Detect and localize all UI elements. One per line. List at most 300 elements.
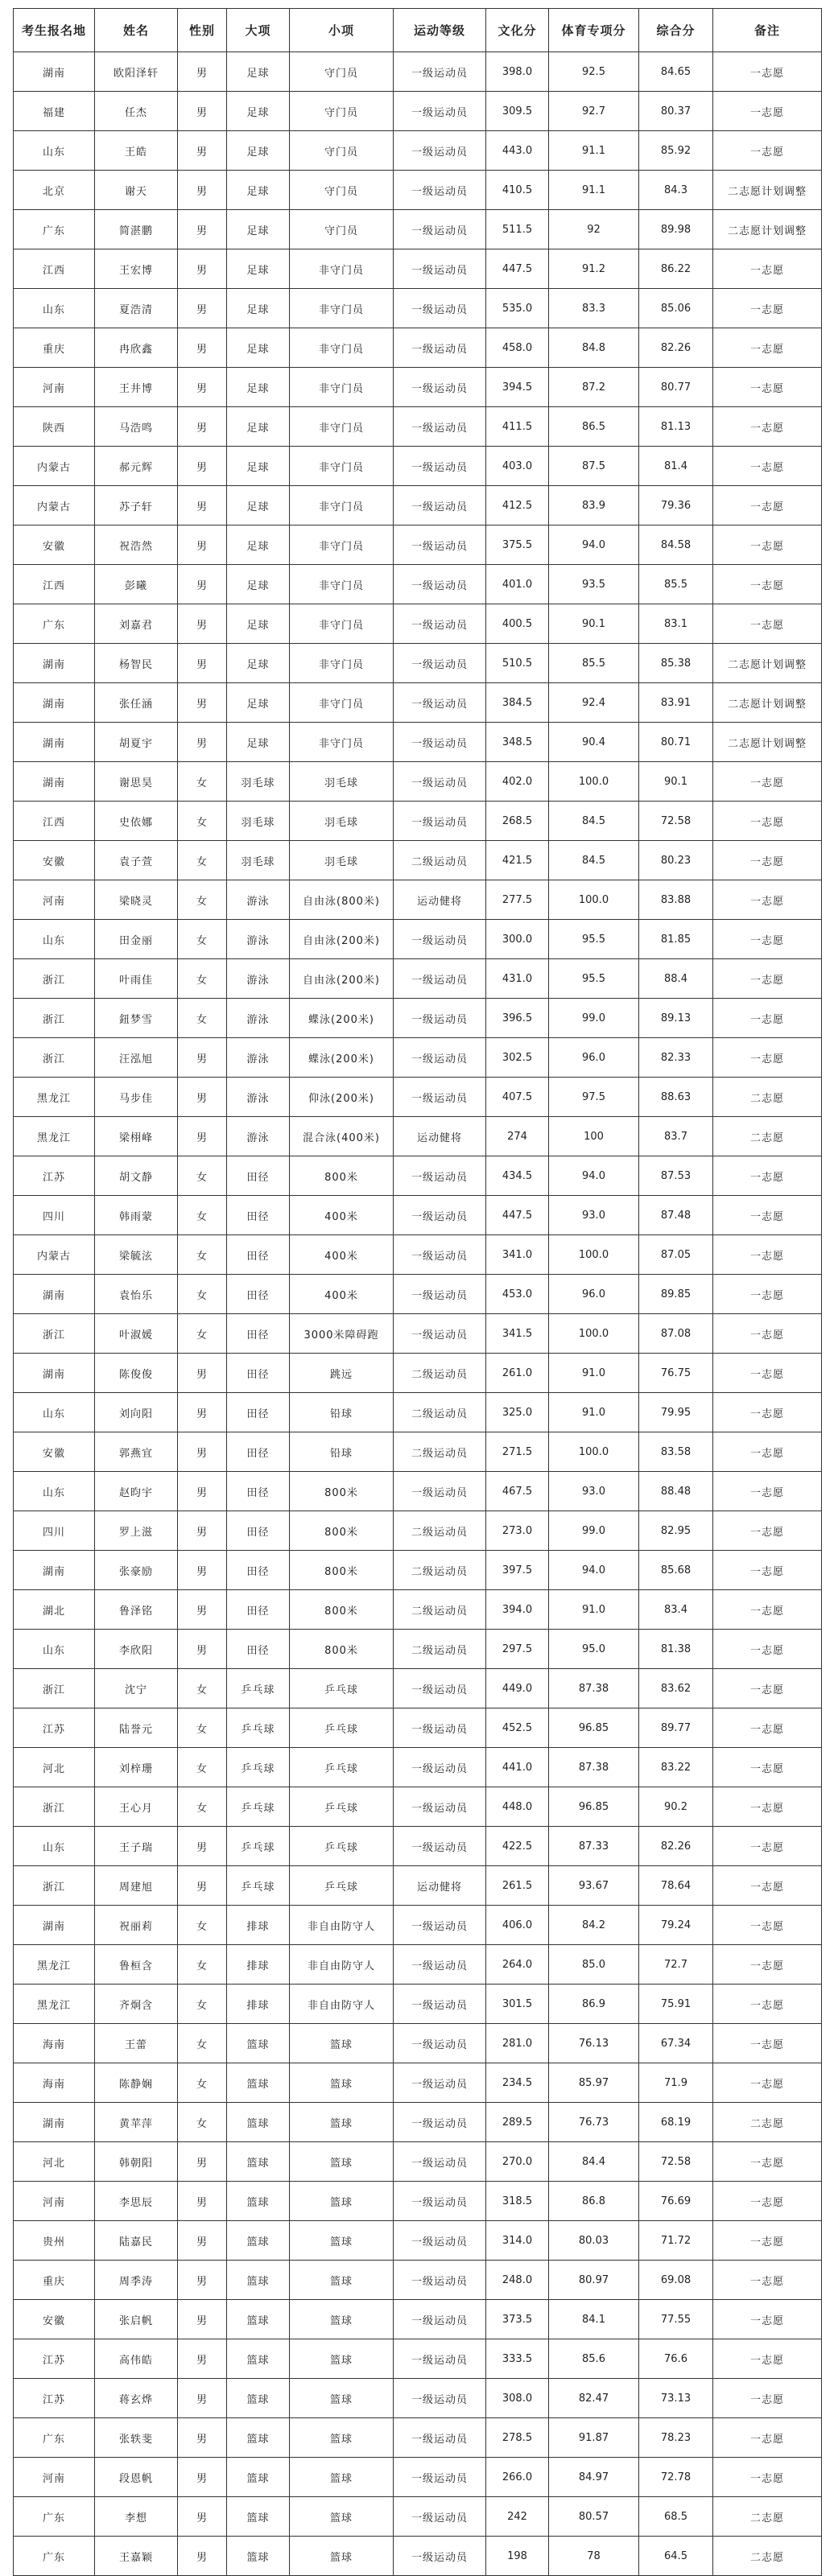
table-row (14, 565, 822, 604)
cell-athlete-level: 一级运动员 (394, 2182, 486, 2221)
cell-total-score: 68.5 (639, 2497, 713, 2537)
cell-event: 篮球 (290, 2339, 394, 2379)
table-row (14, 2300, 822, 2339)
cell-gender: 女 (178, 1669, 227, 1708)
cell-gender: 男 (178, 210, 227, 249)
cell-sport: 足球 (227, 52, 290, 92)
cell-gender: 女 (178, 1985, 227, 2024)
cell-remark: 一志愿 (713, 2063, 822, 2103)
cell-sport: 篮球 (227, 2458, 290, 2497)
cell-sport-score: 91.2 (549, 249, 639, 289)
cell-remark: 一志愿 (713, 2300, 822, 2339)
cell-culture-score: 301.5 (486, 1985, 549, 2024)
cell-total-score: 72.78 (639, 2458, 713, 2497)
cell-gender: 男 (178, 1354, 227, 1393)
cell-region: 山东 (14, 1630, 95, 1669)
cell-region: 江苏 (14, 1156, 95, 1196)
cell-sport: 田径 (227, 1432, 290, 1472)
cell-total-score: 84.58 (639, 526, 713, 565)
cell-athlete-level: 一级运动员 (394, 1985, 486, 2024)
cell-remark: 一志愿 (713, 2339, 822, 2379)
cell-name: 黄苹萍 (95, 2103, 178, 2142)
cell-sport-score: 83.9 (549, 486, 639, 526)
cell-event: 自由泳(200米) (290, 959, 394, 999)
cell-event: 非守门员 (290, 723, 394, 762)
cell-region: 内蒙古 (14, 1235, 95, 1275)
cell-remark: 一志愿 (713, 249, 822, 289)
cell-culture-score: 373.5 (486, 2300, 549, 2339)
cell-gender: 男 (178, 92, 227, 131)
cell-region: 山东 (14, 131, 95, 171)
cell-region: 黑龙江 (14, 1078, 95, 1117)
cell-total-score: 83.91 (639, 683, 713, 723)
cell-region: 海南 (14, 2063, 95, 2103)
cell-sport-score: 100.0 (549, 1432, 639, 1472)
cell-remark: 一志愿 (713, 1748, 822, 1787)
cell-gender: 男 (178, 723, 227, 762)
cell-total-score: 79.24 (639, 1906, 713, 1945)
cell-culture-score: 261.0 (486, 1354, 549, 1393)
table-row (14, 447, 822, 486)
cell-event: 篮球 (290, 2182, 394, 2221)
cell-name: 夏浩清 (95, 289, 178, 328)
cell-sport: 田径 (227, 1275, 290, 1314)
cell-total-score: 83.22 (639, 1748, 713, 1787)
cell-sport: 乒乓球 (227, 1787, 290, 1827)
cell-gender: 女 (178, 920, 227, 959)
cell-athlete-level: 一级运动员 (394, 1945, 486, 1985)
table-row (14, 1314, 822, 1354)
cell-sport: 游泳 (227, 880, 290, 920)
cell-total-score: 85.92 (639, 131, 713, 171)
cell-remark: 一志愿 (713, 328, 822, 368)
cell-sport: 田径 (227, 1314, 290, 1354)
header-remark: 备注 (713, 9, 822, 52)
cell-culture-score: 384.5 (486, 683, 549, 723)
cell-sport-score: 76.13 (549, 2024, 639, 2063)
cell-sport: 乒乓球 (227, 1669, 290, 1708)
cell-remark: 二志愿计划调整 (713, 210, 822, 249)
cell-remark: 一志愿 (713, 1196, 822, 1235)
cell-sport-score: 95.0 (549, 1630, 639, 1669)
cell-gender: 男 (178, 644, 227, 683)
cell-athlete-level: 一级运动员 (394, 2024, 486, 2063)
cell-event: 800米 (290, 1630, 394, 1669)
cell-athlete-level: 一级运动员 (394, 368, 486, 407)
table-row (14, 1748, 822, 1787)
cell-name: 李欣阳 (95, 1630, 178, 1669)
header-sport-score: 体育专项分 (549, 9, 639, 52)
cell-name: 韩雨蒙 (95, 1196, 178, 1235)
cell-culture-score: 403.0 (486, 447, 549, 486)
cell-region: 浙江 (14, 999, 95, 1038)
cell-region: 安徽 (14, 2300, 95, 2339)
cell-name: 沈宁 (95, 1669, 178, 1708)
cell-gender: 男 (178, 683, 227, 723)
cell-name: 齐炯含 (95, 1985, 178, 2024)
cell-gender: 男 (178, 1472, 227, 1511)
cell-gender: 男 (178, 407, 227, 447)
cell-sport: 足球 (227, 92, 290, 131)
cell-culture-score: 318.5 (486, 2182, 549, 2221)
cell-athlete-level: 一级运动员 (394, 762, 486, 802)
cell-remark: 一志愿 (713, 1354, 822, 1393)
cell-culture-score: 309.5 (486, 92, 549, 131)
cell-athlete-level: 一级运动员 (394, 2261, 486, 2300)
cell-sport: 乒乓球 (227, 1866, 290, 1906)
cell-gender: 男 (178, 1866, 227, 1906)
cell-sport-score: 80.57 (549, 2497, 639, 2537)
cell-sport: 足球 (227, 604, 290, 644)
cell-remark: 一志愿 (713, 289, 822, 328)
table-row (14, 131, 822, 171)
cell-name: 梁晓灵 (95, 880, 178, 920)
cell-culture-score: 434.5 (486, 1156, 549, 1196)
cell-name: 袁怡乐 (95, 1275, 178, 1314)
cell-event: 800米 (290, 1156, 394, 1196)
cell-remark: 一志愿 (713, 1590, 822, 1630)
cell-name: 叶淑媛 (95, 1314, 178, 1354)
cell-sport-score: 87.5 (549, 447, 639, 486)
table-row (14, 920, 822, 959)
cell-event: 800米 (290, 1590, 394, 1630)
cell-total-score: 88.4 (639, 959, 713, 999)
cell-gender: 男 (178, 2221, 227, 2261)
cell-culture-score: 398.0 (486, 52, 549, 92)
cell-name: 祝丽莉 (95, 1906, 178, 1945)
cell-sport-score: 84.5 (549, 802, 639, 841)
cell-region: 浙江 (14, 1038, 95, 1078)
cell-sport: 足球 (227, 723, 290, 762)
cell-region: 重庆 (14, 328, 95, 368)
cell-sport-score: 87.38 (549, 1669, 639, 1708)
cell-remark: 一志愿 (713, 1630, 822, 1669)
cell-sport: 排球 (227, 1906, 290, 1945)
cell-athlete-level: 运动健将 (394, 880, 486, 920)
table-row (14, 210, 822, 249)
cell-region: 广东 (14, 604, 95, 644)
cell-name: 欧阳泽轩 (95, 52, 178, 92)
cell-sport-score: 84.97 (549, 2458, 639, 2497)
table-row (14, 1354, 822, 1393)
cell-region: 广东 (14, 2537, 95, 2576)
cell-athlete-level: 一级运动员 (394, 92, 486, 131)
cell-remark: 一志愿 (713, 1551, 822, 1590)
cell-sport: 游泳 (227, 959, 290, 999)
cell-sport: 足球 (227, 171, 290, 210)
cell-culture-score: 281.0 (486, 2024, 549, 2063)
cell-athlete-level: 一级运动员 (394, 920, 486, 959)
cell-athlete-level: 一级运动员 (394, 1708, 486, 1748)
table-row (14, 1156, 822, 1196)
cell-gender: 男 (178, 2458, 227, 2497)
cell-athlete-level: 一级运动员 (394, 171, 486, 210)
cell-region: 湖南 (14, 644, 95, 683)
cell-culture-score: 308.0 (486, 2379, 549, 2418)
cell-event: 非守门员 (290, 328, 394, 368)
cell-sport-score: 92.4 (549, 683, 639, 723)
cell-athlete-level: 一级运动员 (394, 683, 486, 723)
cell-athlete-level: 一级运动员 (394, 644, 486, 683)
cell-culture-score: 268.5 (486, 802, 549, 841)
cell-total-score: 86.22 (639, 249, 713, 289)
table-row (14, 1432, 822, 1472)
cell-region: 内蒙古 (14, 486, 95, 526)
cell-region: 河南 (14, 368, 95, 407)
cell-athlete-level: 一级运动员 (394, 1827, 486, 1866)
cell-sport: 游泳 (227, 1078, 290, 1117)
cell-athlete-level: 一级运动员 (394, 2458, 486, 2497)
cell-culture-score: 412.5 (486, 486, 549, 526)
cell-remark: 二志愿计划调整 (713, 171, 822, 210)
cell-total-score: 81.38 (639, 1630, 713, 1669)
cell-total-score: 84.3 (639, 171, 713, 210)
cell-name: 郝元辉 (95, 447, 178, 486)
cell-total-score: 81.13 (639, 407, 713, 447)
cell-sport: 足球 (227, 683, 290, 723)
cell-total-score: 75.91 (639, 1985, 713, 2024)
cell-region: 江西 (14, 565, 95, 604)
cell-region: 江西 (14, 249, 95, 289)
cell-culture-score: 453.0 (486, 1275, 549, 1314)
cell-total-score: 89.13 (639, 999, 713, 1038)
cell-remark: 二志愿 (713, 1117, 822, 1156)
cell-gender: 男 (178, 249, 227, 289)
cell-name: 袁子萱 (95, 841, 178, 880)
cell-sport: 篮球 (227, 2261, 290, 2300)
cell-remark: 二志愿计划调整 (713, 644, 822, 683)
cell-culture-score: 375.5 (486, 526, 549, 565)
cell-culture-score: 277.5 (486, 880, 549, 920)
cell-athlete-level: 二级运动员 (394, 1511, 486, 1551)
cell-gender: 女 (178, 959, 227, 999)
cell-culture-score: 447.5 (486, 249, 549, 289)
cell-region: 浙江 (14, 1669, 95, 1708)
cell-total-score: 87.48 (639, 1196, 713, 1235)
cell-gender: 男 (178, 2379, 227, 2418)
cell-event: 守门员 (290, 52, 394, 92)
cell-total-score: 80.37 (639, 92, 713, 131)
table-row (14, 1985, 822, 2024)
cell-gender: 男 (178, 171, 227, 210)
cell-remark: 一志愿 (713, 131, 822, 171)
cell-event: 篮球 (290, 2379, 394, 2418)
cell-sport: 篮球 (227, 2497, 290, 2537)
cell-athlete-level: 一级运动员 (394, 723, 486, 762)
cell-region: 湖南 (14, 2103, 95, 2142)
cell-total-score: 83.88 (639, 880, 713, 920)
cell-event: 非守门员 (290, 249, 394, 289)
cell-athlete-level: 运动健将 (394, 1117, 486, 1156)
cell-sport-score: 96.0 (549, 1038, 639, 1078)
cell-region: 安徽 (14, 841, 95, 880)
cell-sport-score: 96.0 (549, 1275, 639, 1314)
cell-remark: 一志愿 (713, 1432, 822, 1472)
table-row (14, 1551, 822, 1590)
cell-total-score: 85.06 (639, 289, 713, 328)
cell-total-score: 76.69 (639, 2182, 713, 2221)
cell-event: 篮球 (290, 2103, 394, 2142)
cell-athlete-level: 一级运动员 (394, 1748, 486, 1787)
cell-name: 冉欣鑫 (95, 328, 178, 368)
cell-event: 守门员 (290, 171, 394, 210)
cell-event: 守门员 (290, 92, 394, 131)
cell-sport-score: 85.5 (549, 644, 639, 683)
cell-remark: 一志愿 (713, 52, 822, 92)
cell-sport-score: 90.4 (549, 723, 639, 762)
cell-region: 黑龙江 (14, 1945, 95, 1985)
cell-culture-score: 458.0 (486, 328, 549, 368)
cell-remark: 一志愿 (713, 526, 822, 565)
cell-region: 山东 (14, 289, 95, 328)
cell-total-score: 80.77 (639, 368, 713, 407)
cell-remark: 一志愿 (713, 2458, 822, 2497)
cell-sport-score: 84.1 (549, 2300, 639, 2339)
cell-gender: 女 (178, 1275, 227, 1314)
cell-region: 浙江 (14, 1314, 95, 1354)
cell-name: 汪泓旭 (95, 1038, 178, 1078)
cell-region: 山东 (14, 1827, 95, 1866)
cell-sport: 足球 (227, 328, 290, 368)
cell-culture-score: 400.5 (486, 604, 549, 644)
cell-culture-score: 407.5 (486, 1078, 549, 1117)
cell-culture-score: 510.5 (486, 644, 549, 683)
cell-culture-score: 431.0 (486, 959, 549, 999)
cell-name: 刘梓珊 (95, 1748, 178, 1787)
cell-event: 非守门员 (290, 447, 394, 486)
table-row (14, 1117, 822, 1156)
table-row (14, 368, 822, 407)
table-row (14, 1906, 822, 1945)
cell-gender: 女 (178, 1708, 227, 1748)
cell-total-score: 81.4 (639, 447, 713, 486)
cell-total-score: 72.58 (639, 2142, 713, 2182)
cell-culture-score: 467.5 (486, 1472, 549, 1511)
cell-culture-score: 511.5 (486, 210, 549, 249)
cell-region: 江苏 (14, 1708, 95, 1748)
cell-culture-score: 234.5 (486, 2063, 549, 2103)
cell-athlete-level: 一级运动员 (394, 2537, 486, 2576)
cell-remark: 二志愿计划调整 (713, 683, 822, 723)
table-row (14, 1275, 822, 1314)
cell-athlete-level: 二级运动员 (394, 1590, 486, 1630)
table-row (14, 1196, 822, 1235)
cell-name: 蒋玄烨 (95, 2379, 178, 2418)
cell-name: 陈静娴 (95, 2063, 178, 2103)
cell-athlete-level: 一级运动员 (394, 407, 486, 447)
cell-total-score: 85.5 (639, 565, 713, 604)
cell-event: 铅球 (290, 1432, 394, 1472)
cell-event: 羽毛球 (290, 762, 394, 802)
cell-total-score: 71.72 (639, 2221, 713, 2261)
table-row (14, 171, 822, 210)
cell-culture-score: 198 (486, 2537, 549, 2576)
cell-total-score: 76.75 (639, 1354, 713, 1393)
cell-sport: 田径 (227, 1393, 290, 1432)
table-row (14, 1866, 822, 1906)
cell-region: 贵州 (14, 2221, 95, 2261)
cell-gender: 女 (178, 1748, 227, 1787)
table-row (14, 1945, 822, 1985)
cell-athlete-level: 一级运动员 (394, 1038, 486, 1078)
cell-remark: 一志愿 (713, 1235, 822, 1275)
cell-culture-score: 448.0 (486, 1787, 549, 1827)
cell-region: 黑龙江 (14, 1985, 95, 2024)
cell-sport-score: 95.5 (549, 920, 639, 959)
cell-athlete-level: 一级运动员 (394, 52, 486, 92)
cell-gender: 女 (178, 802, 227, 841)
cell-gender: 男 (178, 2300, 227, 2339)
cell-culture-score: 535.0 (486, 289, 549, 328)
cell-gender: 女 (178, 2063, 227, 2103)
cell-event: 非守门员 (290, 486, 394, 526)
cell-region: 山东 (14, 920, 95, 959)
table-row (14, 2024, 822, 2063)
cell-remark: 一志愿 (713, 762, 822, 802)
cell-region: 河南 (14, 2458, 95, 2497)
cell-sport: 乒乓球 (227, 1708, 290, 1748)
header-row (14, 9, 822, 52)
cell-total-score: 87.53 (639, 1156, 713, 1196)
table-body (14, 52, 822, 2576)
cell-name: 梁栩峰 (95, 1117, 178, 1156)
table-row (14, 2379, 822, 2418)
cell-gender: 男 (178, 2142, 227, 2182)
cell-athlete-level: 运动健将 (394, 1866, 486, 1906)
cell-culture-score: 452.5 (486, 1708, 549, 1748)
cell-event: 非守门员 (290, 407, 394, 447)
cell-name: 韩朝阳 (95, 2142, 178, 2182)
table-row (14, 999, 822, 1038)
cell-name: 罗上滋 (95, 1511, 178, 1551)
cell-remark: 一志愿 (713, 565, 822, 604)
cell-event: 仰泳(200米) (290, 1078, 394, 1117)
cell-gender: 男 (178, 2418, 227, 2458)
cell-sport-score: 93.5 (549, 565, 639, 604)
cell-remark: 一志愿 (713, 999, 822, 1038)
cell-region: 湖南 (14, 1275, 95, 1314)
cell-culture-score: 264.0 (486, 1945, 549, 1985)
cell-event: 篮球 (290, 2537, 394, 2576)
table-row (14, 249, 822, 289)
cell-sport-score: 95.5 (549, 959, 639, 999)
table-row (14, 841, 822, 880)
cell-total-score: 89.98 (639, 210, 713, 249)
cell-event: 乒乓球 (290, 1787, 394, 1827)
cell-region: 河南 (14, 2182, 95, 2221)
cell-gender: 男 (178, 2497, 227, 2537)
cell-sport-score: 91.1 (549, 171, 639, 210)
cell-sport: 篮球 (227, 2063, 290, 2103)
cell-gender: 男 (178, 2339, 227, 2379)
cell-sport-score: 94.0 (549, 1156, 639, 1196)
cell-athlete-level: 一级运动员 (394, 959, 486, 999)
cell-sport-score: 84.2 (549, 1906, 639, 1945)
cell-total-score: 83.58 (639, 1432, 713, 1472)
cell-name: 周建旭 (95, 1866, 178, 1906)
cell-remark: 二志愿 (713, 2103, 822, 2142)
cell-sport-score: 84.8 (549, 328, 639, 368)
cell-sport-score: 91.87 (549, 2418, 639, 2458)
cell-remark: 二志愿 (713, 2537, 822, 2576)
cell-sport: 足球 (227, 644, 290, 683)
cell-region: 河南 (14, 880, 95, 920)
cell-athlete-level: 一级运动员 (394, 2063, 486, 2103)
cell-sport-score: 80.03 (549, 2221, 639, 2261)
cell-total-score: 90.2 (639, 1787, 713, 1827)
cell-name: 刘向阳 (95, 1393, 178, 1432)
table-row (14, 644, 822, 683)
